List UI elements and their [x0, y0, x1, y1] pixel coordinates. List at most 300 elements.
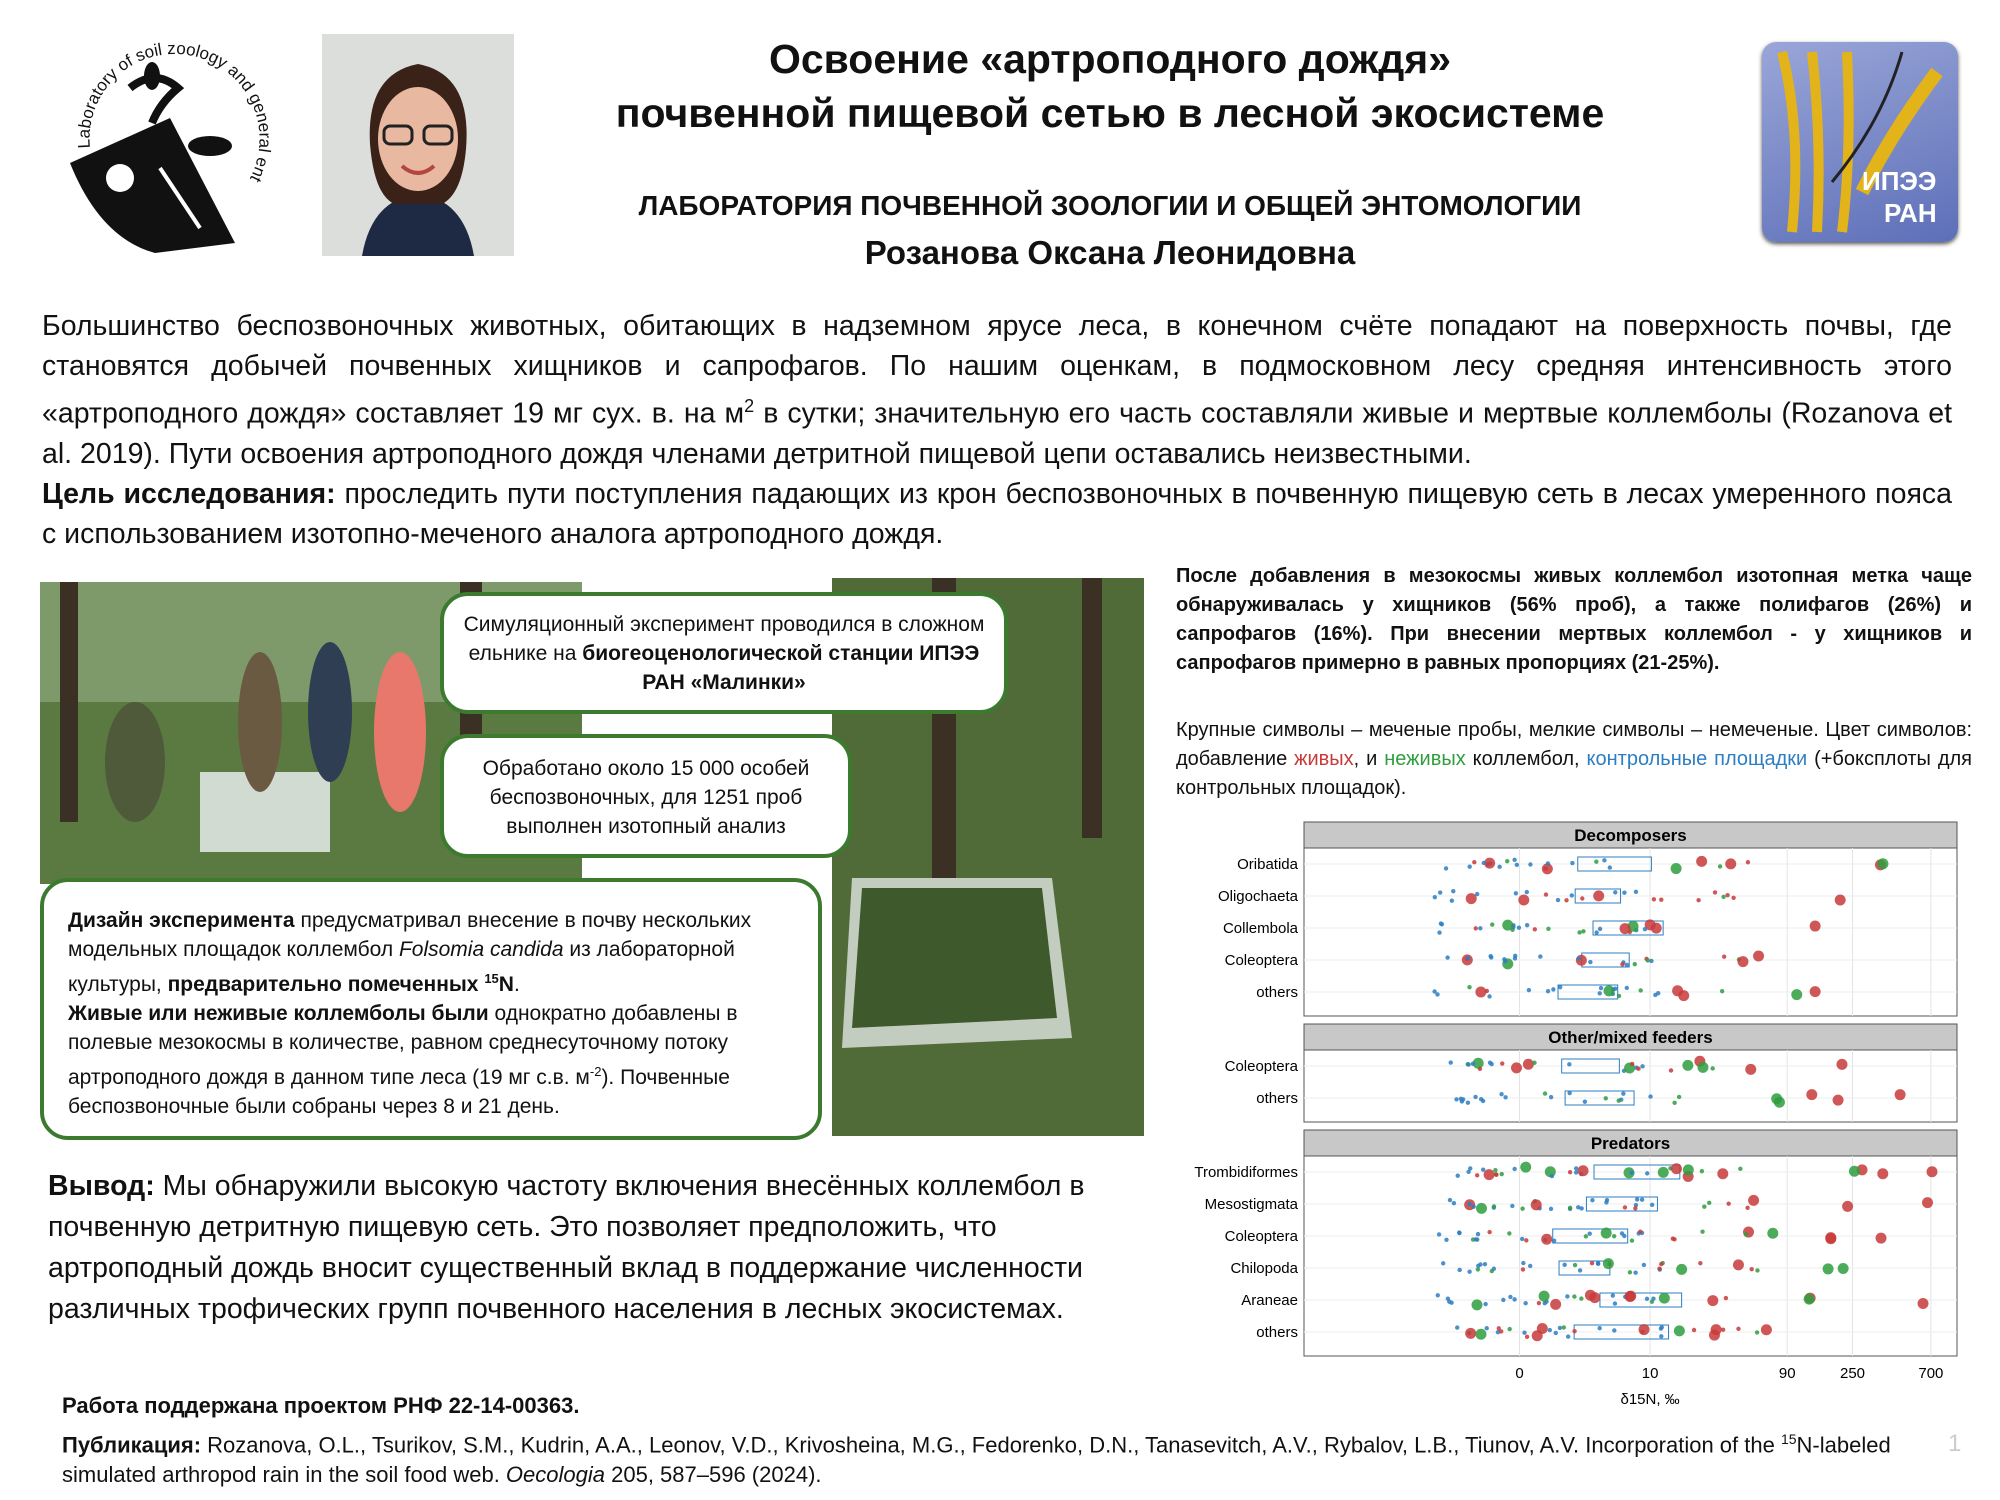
- chart-point: [1492, 1267, 1496, 1271]
- chart-point: [1625, 963, 1629, 967]
- chart-point: [1520, 1162, 1531, 1173]
- lab-logo-text: Laboratory of soil zoology and general ent: [74, 38, 275, 186]
- chart-point: [1656, 991, 1660, 995]
- chart-point: [1613, 1301, 1617, 1305]
- chart-point: [1527, 988, 1531, 992]
- chart-point: [1475, 892, 1479, 896]
- chart-point: [1578, 1268, 1582, 1272]
- chart-point: [1672, 1101, 1676, 1105]
- chart-point: [1525, 923, 1529, 927]
- chart-point: [1669, 1068, 1673, 1072]
- chart-point: [1725, 893, 1729, 897]
- chart-point: [1478, 926, 1482, 930]
- chart-group-label: Oribatida: [1237, 856, 1298, 873]
- chart-point: [1451, 889, 1455, 893]
- chart-point: [1546, 989, 1550, 993]
- chart-point: [1476, 1203, 1487, 1214]
- chart-point: [1576, 1205, 1580, 1209]
- chart-point: [1456, 1174, 1460, 1178]
- chart-point: [1620, 923, 1631, 934]
- chart-point: [1652, 897, 1656, 901]
- chart-point: [1471, 1205, 1475, 1209]
- chart-point: [1744, 1232, 1748, 1236]
- chart-point: [1484, 1169, 1495, 1180]
- chart-point: [1720, 989, 1724, 993]
- chart-point: [1621, 1091, 1625, 1095]
- chart-point: [1562, 1263, 1566, 1267]
- chart-point: [1528, 1264, 1532, 1268]
- chart-point: [1601, 1228, 1612, 1239]
- chart-point: [1580, 896, 1584, 900]
- chart-group-label: Araneae: [1241, 1292, 1298, 1309]
- chart-point: [1444, 1238, 1448, 1242]
- chart-point: [1487, 1230, 1491, 1234]
- chart-point: [1441, 1261, 1445, 1265]
- chart-point: [1613, 987, 1617, 991]
- chart-point: [1450, 899, 1454, 903]
- chart-point: [1645, 1297, 1649, 1301]
- chart-point: [1659, 1293, 1670, 1304]
- chart-x-axis-label: δ15N, ‰: [1620, 1391, 1680, 1408]
- chart-point: [1517, 925, 1521, 929]
- chart-point: [1492, 1204, 1496, 1208]
- chart-point: [1466, 1101, 1470, 1105]
- chart-point: [1645, 1171, 1649, 1175]
- chart-point: [1449, 1060, 1453, 1064]
- chart-point: [1512, 1297, 1516, 1301]
- chart-point: [1475, 986, 1486, 997]
- chart-point: [1472, 860, 1476, 864]
- chart-legend-text: Крупные символы – меченые пробы, мелкие символы – немеченые. Цвет символов: добавление живых, и неживых коллембол, контрольные площадки (+боксплоты для контрольных площадок).: [1176, 719, 1972, 799]
- chart-point: [1725, 858, 1736, 869]
- chart-point: [1568, 1206, 1572, 1210]
- chart-point: [1465, 1328, 1476, 1339]
- chart-point: [1674, 1325, 1685, 1336]
- chart-point: [1700, 1169, 1704, 1173]
- chart-point: [1643, 927, 1647, 931]
- chart-point: [1466, 956, 1470, 960]
- chart-point: [1692, 1328, 1696, 1332]
- chart-point: [1722, 954, 1726, 958]
- chart-point: [1603, 985, 1614, 996]
- chart-point: [1444, 866, 1448, 870]
- chart-point: [1733, 1259, 1744, 1270]
- chart-point: [1448, 1198, 1452, 1202]
- chart-point: [1510, 1204, 1514, 1208]
- chart-point: [1478, 1067, 1482, 1071]
- chart-point: [1574, 1166, 1578, 1170]
- chart-point: [1476, 1232, 1480, 1236]
- chart-group-label: Coleoptera: [1224, 1058, 1298, 1075]
- chart-point: [1710, 1066, 1714, 1070]
- chart-point: [1497, 1326, 1501, 1330]
- chart-point: [1533, 927, 1537, 931]
- design-box: Дизайн эксперимента предусматривал внесение в почву нескольких модельных площадок коллембол Folsomia candida из лабораторной культуры, предварительно помеченных $^{15}$N. Живые или неживые коллемболы были однократно добавлены в полевые мезокосмы в количестве, равном среднесуточному потоку артроподного дождя в данном типе леса (19 мг с.в. $м^{-2}$). Почвенные беспозвоночные были собраны через 8 и 21 день.: [40, 878, 822, 1140]
- chart-panel-title: Predators: [1590, 1134, 1671, 1153]
- chart-point: [1584, 1234, 1588, 1238]
- chart-x-tick-label: 250: [1840, 1365, 1866, 1382]
- publication-label: Публикация:: [62, 1432, 202, 1458]
- introduction: [42, 306, 1952, 554]
- chart-point: [1736, 1327, 1740, 1331]
- chart-point: [1552, 1239, 1556, 1243]
- goal-label: Цель исследования:: [42, 477, 336, 510]
- chart-point: [1922, 1197, 1933, 1208]
- chart-point: [1562, 1325, 1566, 1329]
- chart-point: [1589, 1292, 1600, 1303]
- page-number: 1: [1948, 1430, 1962, 1457]
- chart-point: [1755, 1330, 1759, 1334]
- chart-point: [1514, 891, 1518, 895]
- chart-point: [1623, 1205, 1627, 1209]
- chart-point: [1539, 1291, 1550, 1302]
- site-info-box: Симуляционный эксперимент проводился в сложном ельнике на биогеоценологической станции ИПЭЭ РАН «Малинки»: [440, 592, 1008, 714]
- chart-point: [1446, 1297, 1450, 1301]
- chart-point: [1435, 992, 1439, 996]
- chart-point: [1638, 1229, 1642, 1233]
- chart-point: [1438, 890, 1442, 894]
- chart-point: [1672, 985, 1683, 996]
- chart-group-label: Mesostigmata: [1204, 1196, 1298, 1213]
- chart-point: [1523, 1301, 1527, 1305]
- chart-point: [1485, 1326, 1489, 1330]
- chart-point: [1520, 1206, 1524, 1210]
- chart-point: [1499, 1092, 1503, 1096]
- chart-point: [1508, 1295, 1512, 1299]
- institute-logo: [1762, 42, 1958, 242]
- chart-point: [1622, 890, 1626, 894]
- chart-point: [1551, 987, 1555, 991]
- chart-point: [1524, 1238, 1528, 1242]
- chart-point: [1835, 894, 1846, 905]
- chart-point: [1724, 1296, 1728, 1300]
- chart-point: [1598, 927, 1602, 931]
- chart-point: [1513, 954, 1517, 958]
- chart-point: [1473, 1095, 1477, 1099]
- chart-point: [1476, 1264, 1480, 1268]
- chart-group-label: Coleoptera: [1224, 952, 1298, 969]
- chart-point: [1579, 1296, 1583, 1300]
- chart-point: [1570, 893, 1574, 897]
- chart-point: [1511, 1062, 1522, 1073]
- chart-point: [1556, 898, 1560, 902]
- chart-point: [1849, 1166, 1860, 1177]
- chart-point: [1671, 1163, 1682, 1174]
- chart-point: [1523, 1059, 1534, 1070]
- chart-point: [1774, 1097, 1785, 1108]
- chart-point: [1640, 1330, 1644, 1334]
- chart-point: [1702, 1204, 1706, 1208]
- chart-point: [1475, 1329, 1486, 1340]
- chart-point: [1842, 1201, 1853, 1212]
- chart-point: [1467, 985, 1471, 989]
- chart-point: [1538, 954, 1542, 958]
- chart-point: [1467, 1202, 1471, 1206]
- chart-point: [1659, 1334, 1663, 1338]
- chart-point: [1471, 1062, 1475, 1066]
- chart-point: [1588, 1232, 1592, 1236]
- chart-group-label: others: [1256, 984, 1298, 1001]
- chart-point: [1918, 1298, 1929, 1309]
- chart-point: [1521, 1261, 1525, 1265]
- chart-point: [1566, 1334, 1570, 1338]
- chart-point: [1512, 858, 1516, 862]
- samples-info-box: Обработано около 15 000 особей беспозвоночных, для 1251 проб выполнен изотопный анализ: [440, 734, 852, 858]
- conclusion: Вывод: Мы обнаружили высокую частоту включения внесённых коллембол в почвенную детритную пищевую сеть. Это позволяет предположить, что артроподный дождь вносит существенный вклад в поддержание численности различных трофических групп почвенного населения в лесных экосистемах.: [48, 1170, 1085, 1325]
- chart-point: [1633, 962, 1637, 966]
- chart-point: [1598, 991, 1602, 995]
- chart-point: [1590, 1261, 1594, 1265]
- title-line-1: Освоение «артроподного дождя»: [768, 36, 1452, 82]
- chart-point: [1726, 1201, 1730, 1205]
- chart-point: [1550, 1299, 1561, 1310]
- chart-point: [1927, 1166, 1938, 1177]
- chart-point: [1630, 1238, 1634, 1242]
- chart-x-tick-label: 90: [1778, 1365, 1796, 1382]
- chart-point: [1608, 865, 1612, 869]
- chart-point: [1548, 1328, 1552, 1332]
- chart-point: [1459, 1097, 1463, 1101]
- chart-panel-title: Decomposers: [1574, 826, 1687, 845]
- chart-point: [1558, 1326, 1562, 1330]
- chart-point: [1466, 1062, 1470, 1066]
- chart-point: [1648, 1094, 1652, 1098]
- chart-point: [1877, 858, 1888, 869]
- chart-point: [1467, 1269, 1471, 1273]
- funding-note: Работа поддержана проектом РНФ 22-14-00363.: [62, 1393, 580, 1418]
- chart-point: [1573, 1263, 1577, 1267]
- chart-point: [1746, 860, 1750, 864]
- chart-point: [1549, 1095, 1553, 1099]
- chart-point: [1642, 1263, 1646, 1267]
- chart-point: [1634, 890, 1638, 894]
- chart-point: [1518, 894, 1529, 905]
- legend-live: живых: [1294, 748, 1354, 770]
- chart-point: [1483, 1262, 1487, 1266]
- chart-point: [1676, 1264, 1687, 1275]
- chart-group-label: others: [1256, 1090, 1298, 1107]
- chart-point: [1628, 1270, 1632, 1274]
- chart-point: [1433, 895, 1437, 899]
- chart-group-label: Chilopoda: [1230, 1260, 1298, 1277]
- author-name: Розанова Оксана Леонидовна: [864, 234, 1356, 271]
- chart-point: [1500, 1172, 1504, 1176]
- results-text: После добавления в мезокосмы живых коллембол изотопная метка чаще обнаруживалась у хищников (56% проб), а также полифагов (26%) и сапрофагов (16%). При внесении мертвых коллембол - у хищников и сапрофагов примерно в равных пропорциях (21-25%).: [1176, 565, 1972, 674]
- intro-paragraph: Большинство беспозвоночных животных, обитающих в надземном ярусе леса, в конечном счёте попадают на поверхность почвы, где становятся добычей почвенных хищников и сапрофагов. По нашим оценкам, в подмосковном лесу средняя интенсивность этого «артроподного дождя» составляет 19 мг сух. в. на $м^2$ в сутки; значительную его часть составляли живые и мертвые коллемболы (Rozanova et al. 2019). Пути освоения артроподного дождя членами детритной пищевой цепи оставались неизвестными.: [42, 310, 1952, 470]
- chart-point: [1635, 1197, 1639, 1201]
- lab-logo: [60, 28, 280, 268]
- chart-point: [1876, 1233, 1887, 1244]
- chart-point: [1657, 1267, 1661, 1271]
- chart-point: [1748, 1195, 1759, 1206]
- chart-panel: [1304, 1130, 1957, 1356]
- chart-point: [1721, 1328, 1725, 1332]
- chart-point: [1697, 1062, 1708, 1073]
- chart-group-label: others: [1256, 1324, 1298, 1341]
- chart-point: [1593, 890, 1604, 901]
- chart-point: [1791, 989, 1802, 1000]
- institute-logo-line2: РАН: [1884, 198, 1937, 228]
- chart-x-tick-label: 0: [1515, 1365, 1524, 1382]
- chart-point: [1810, 921, 1821, 932]
- chart-point: [1437, 1232, 1441, 1236]
- chart-point: [1565, 1294, 1569, 1298]
- chart-point: [1658, 1167, 1669, 1178]
- chart-point: [1452, 1201, 1456, 1205]
- chart-point: [1823, 1263, 1834, 1274]
- chart-point: [1537, 1323, 1548, 1334]
- chart-group-label: Coleoptera: [1224, 1228, 1298, 1245]
- chart-point: [1590, 1198, 1594, 1202]
- chart-point: [1682, 1060, 1693, 1071]
- chart-point: [1707, 1201, 1711, 1205]
- chart-point: [1671, 863, 1682, 874]
- chart-point: [1611, 1293, 1615, 1297]
- chart-point: [1576, 957, 1580, 961]
- chart-point: [1501, 1298, 1505, 1302]
- isotope-chart: [1172, 818, 1962, 1408]
- chart-point: [1493, 1168, 1497, 1172]
- author-photo: [322, 34, 514, 256]
- chart-point: [1521, 1267, 1525, 1271]
- chart-point: [1677, 1095, 1681, 1099]
- chart-point: [1622, 1234, 1626, 1238]
- chart-point: [1583, 1100, 1587, 1104]
- chart-point: [1640, 1064, 1644, 1068]
- chart-point: [1543, 866, 1547, 870]
- chart-point: [1554, 1331, 1558, 1335]
- chart-point: [1475, 1237, 1479, 1241]
- chart-point: [1639, 1324, 1650, 1335]
- chart-point: [1721, 895, 1725, 899]
- chart-point: [1633, 1270, 1637, 1274]
- chart-point: [1895, 1089, 1906, 1100]
- chart-point: [1659, 897, 1663, 901]
- chart-point: [1836, 1059, 1847, 1070]
- chart-point: [1620, 962, 1624, 966]
- chart-point: [1507, 1231, 1511, 1235]
- institute-logo-line1: ИПЭЭ: [1862, 166, 1937, 196]
- chart-point: [1481, 1168, 1485, 1172]
- chart-point: [1612, 1234, 1616, 1238]
- chart-panel: [1304, 822, 1957, 1016]
- chart-x-tick-label: 10: [1641, 1365, 1659, 1382]
- chart-point: [1709, 1330, 1720, 1341]
- chart-point: [1604, 1096, 1608, 1100]
- chart-point: [1572, 1329, 1576, 1333]
- chart-point: [1549, 1207, 1553, 1211]
- chart-group-label: Collembola: [1222, 920, 1298, 937]
- chart-point: [1738, 1167, 1742, 1171]
- chart-point: [1466, 893, 1477, 904]
- chart-point: [1490, 922, 1494, 926]
- chart-point: [1731, 896, 1735, 900]
- chart-point: [1698, 1261, 1702, 1265]
- chart-point: [1488, 954, 1492, 958]
- chart-point: [1650, 1203, 1654, 1207]
- chart-point: [1537, 1301, 1541, 1305]
- chart-point: [1838, 1263, 1849, 1274]
- chart-point: [1568, 1170, 1572, 1174]
- chart-point: [1436, 1293, 1440, 1297]
- chart-point: [1544, 892, 1548, 896]
- chart-point: [1833, 1095, 1844, 1106]
- chart-point: [1737, 956, 1748, 967]
- title-line-2: почвенной пищевой сетью в лесной экосистеме: [615, 90, 1605, 136]
- chart-point: [1651, 923, 1662, 934]
- chart-point: [1457, 1231, 1461, 1235]
- chart-point: [1613, 890, 1617, 894]
- poster-title: [560, 32, 1660, 140]
- chart-point: [1497, 865, 1501, 869]
- chart-point: [1581, 929, 1585, 933]
- chart-point: [1700, 1229, 1704, 1233]
- chart-point: [1718, 864, 1722, 868]
- chart-point: [1471, 1299, 1482, 1310]
- chart-point: [1596, 1262, 1600, 1266]
- chart-point: [1761, 1324, 1772, 1335]
- chart-point: [1599, 986, 1603, 990]
- chart-point: [1445, 955, 1449, 959]
- chart-point: [1567, 1091, 1571, 1095]
- chart-point: [1522, 1330, 1526, 1334]
- chart-point: [1475, 1173, 1479, 1177]
- chart-point: [1745, 1206, 1749, 1210]
- chart-point: [1810, 986, 1821, 997]
- chart-point: [1651, 1297, 1655, 1301]
- chart-point: [1525, 1335, 1529, 1339]
- chart-point: [1629, 1170, 1633, 1174]
- chart-point: [1546, 927, 1550, 931]
- chart-point: [1488, 1060, 1492, 1064]
- chart-point: [1531, 1199, 1542, 1210]
- chart-point: [1577, 930, 1581, 934]
- chart-point: [1532, 1061, 1536, 1065]
- chart-point: [1482, 861, 1486, 865]
- chart-point: [1640, 1198, 1644, 1202]
- chart-point: [1550, 1174, 1554, 1178]
- chart-point: [1707, 1295, 1718, 1306]
- legend-control: контрольные площадки: [1586, 748, 1808, 770]
- chart-point: [1494, 1173, 1498, 1177]
- chart-point: [1612, 1328, 1616, 1332]
- chart-point: [1636, 1067, 1640, 1071]
- chart-point: [1455, 1325, 1459, 1329]
- chart-point: [1597, 1326, 1601, 1330]
- chart-point: [1578, 1165, 1589, 1176]
- lab-name: ЛАБОРАТОРИЯ ПОЧВЕННОЙ ЗООЛОГИИ И ОБЩЕЙ ЭНТОМОЛОГИИ: [638, 190, 1582, 221]
- chart-point: [1572, 1294, 1576, 1298]
- chart-point: [1503, 1095, 1507, 1099]
- chart-point: [1503, 959, 1507, 963]
- chart-point: [1649, 959, 1653, 963]
- chart-point: [1749, 1267, 1753, 1271]
- chart-point: [1466, 1170, 1470, 1174]
- chart-point: [1520, 1237, 1524, 1241]
- chart-point: [1671, 1236, 1675, 1240]
- chart-point: [1507, 1327, 1511, 1331]
- chart-point: [1512, 1167, 1516, 1171]
- chart-point: [1625, 986, 1629, 990]
- chart-point: [1717, 1168, 1728, 1179]
- chart-x-tick-label: 700: [1918, 1365, 1944, 1382]
- chart-point: [1457, 1268, 1461, 1272]
- chart-point: [1483, 1302, 1487, 1306]
- chart-group-label: Trombidiformes: [1194, 1164, 1298, 1181]
- chart-point: [1745, 1064, 1756, 1075]
- chart-point: [1877, 1168, 1888, 1179]
- chart-point: [1437, 930, 1441, 934]
